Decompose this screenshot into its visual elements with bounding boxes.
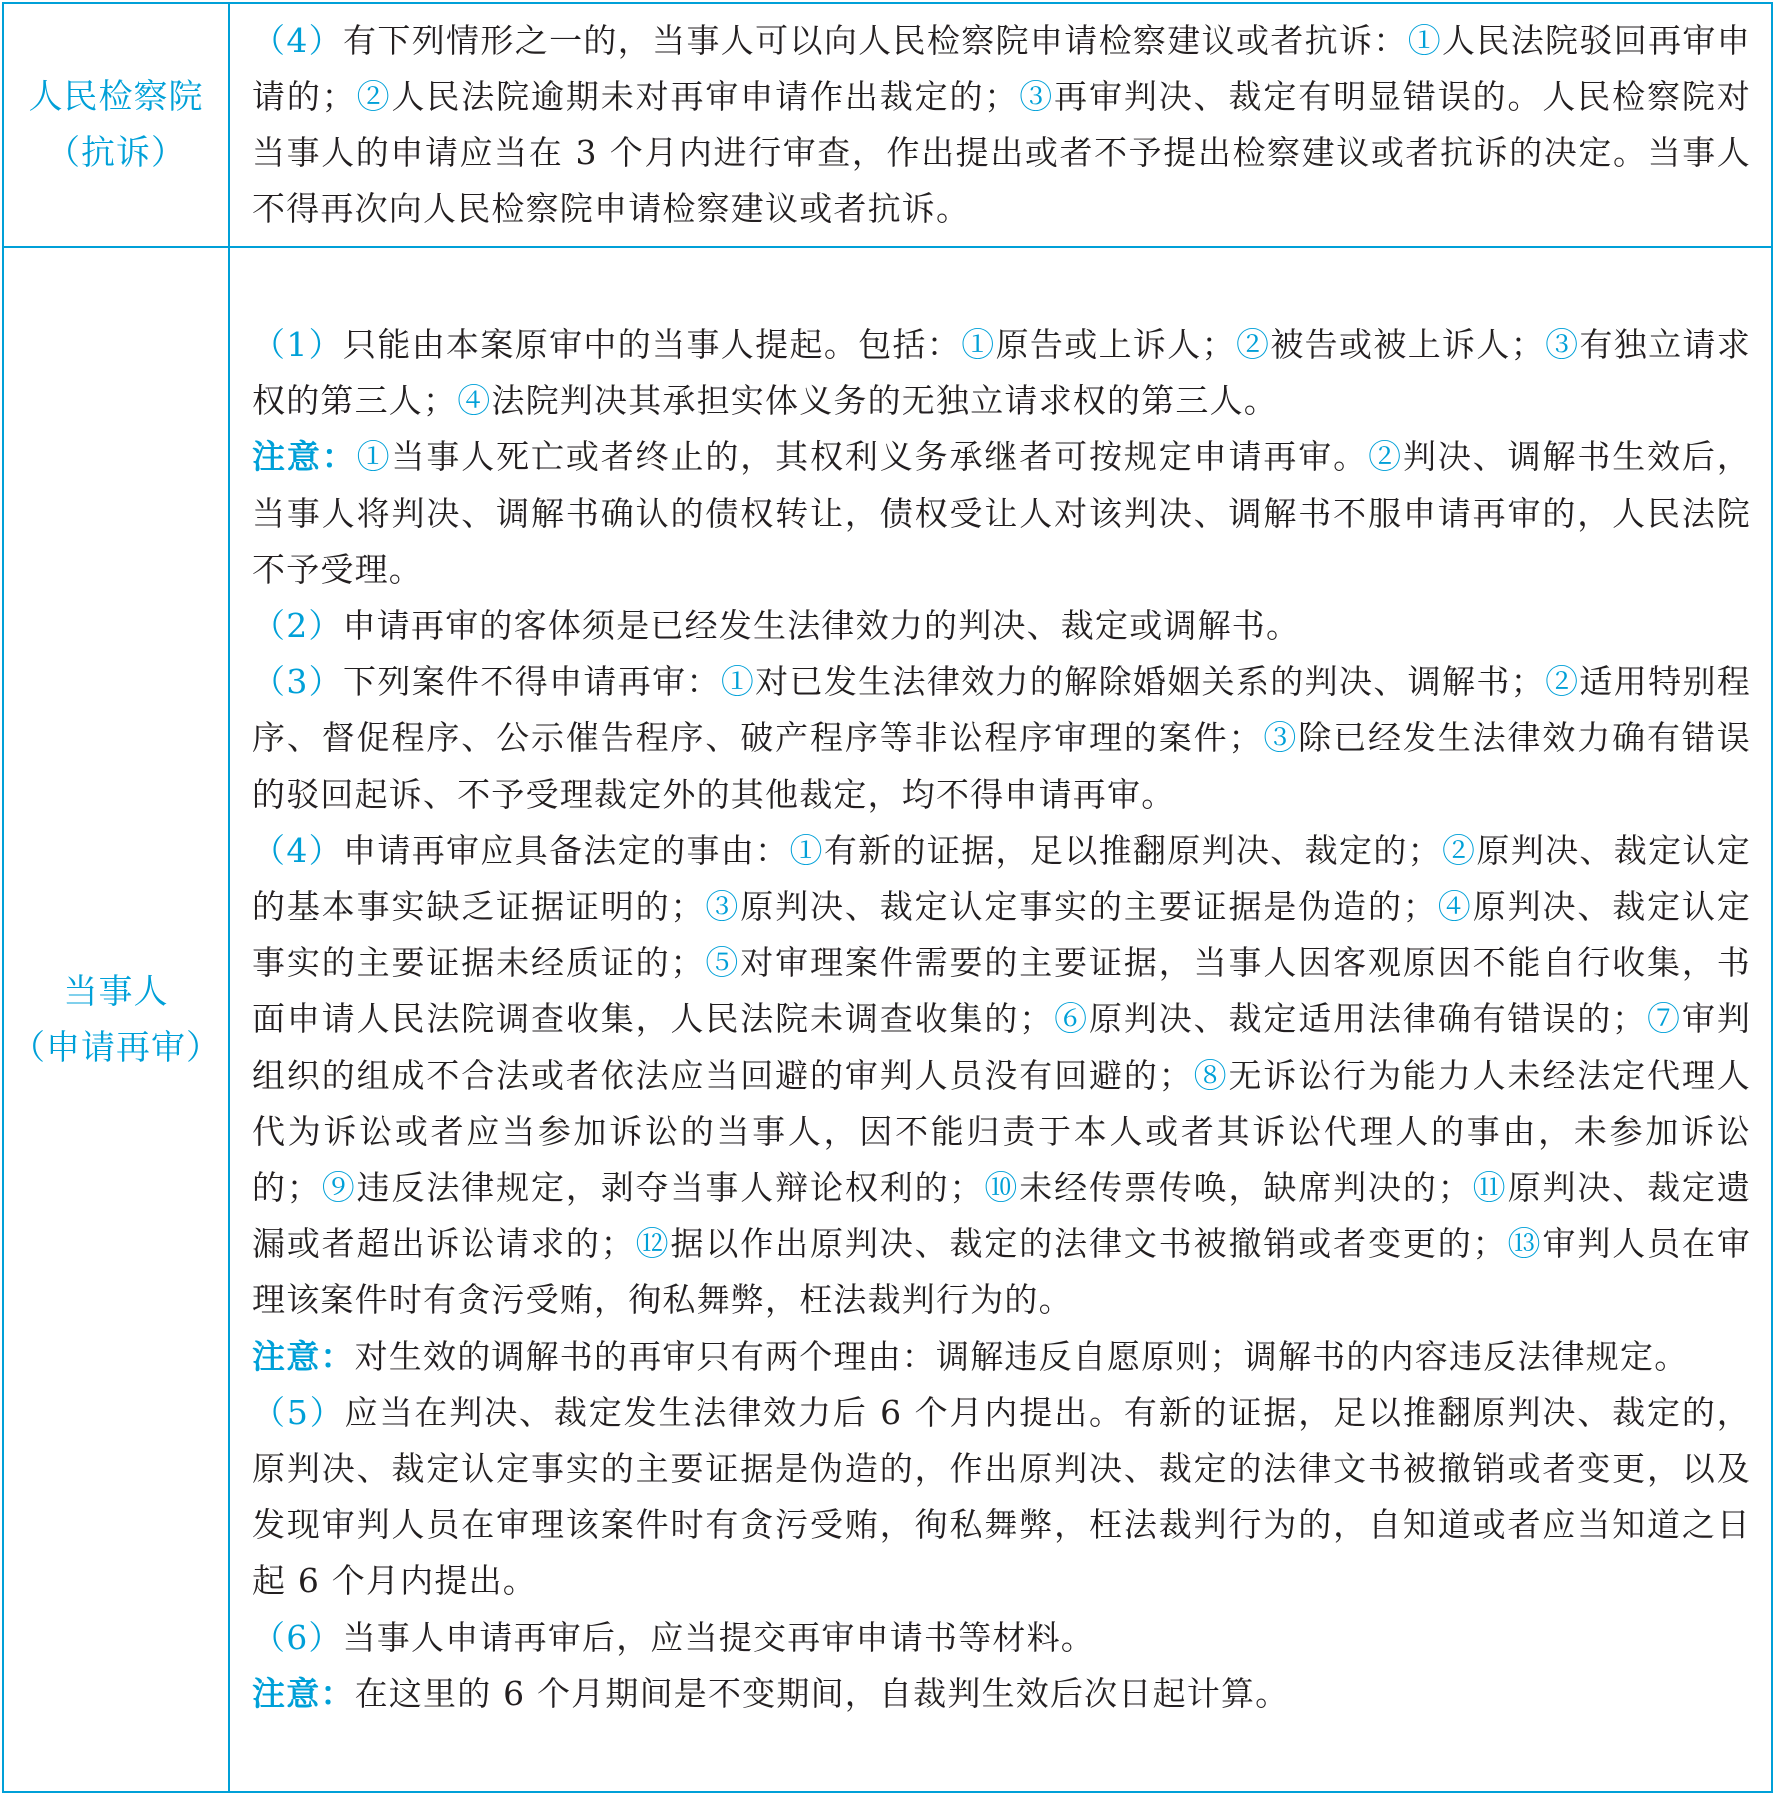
circled-number: ②	[1544, 662, 1580, 702]
text-segment: 原判决、裁定认定的基本事实缺乏证据证明的；	[252, 830, 1751, 926]
text-segment: 判决、调解书生效后，当事人将判决、调解书确认的债权转让，债权受让人对该判决、调解书不服申请再审的，人民法院不予受理。	[252, 437, 1752, 589]
row-label-line2: （申请再审）	[11, 1027, 221, 1068]
circled-number: ①	[961, 324, 996, 364]
row-label-party	[3, 247, 229, 1792]
circled-number: ②	[1441, 830, 1477, 870]
circled-number: ⑤	[704, 943, 741, 983]
circled-number: ④	[457, 381, 492, 421]
text-segment: 当事人死亡或者终止的，其权利义务承继者可按规定申请再审。	[391, 437, 1369, 477]
circled-number: ①	[720, 662, 756, 702]
circled-number: ⑦	[1646, 999, 1682, 1039]
text-segment: 原判决、裁定认定事实的主要证据是伪造的；	[740, 886, 1438, 926]
text-segment: 应当在判决、裁定发生法律效力后 6 个月内提出。有新的证据，足以推翻原判决、裁定的，原判决、裁定认定事实的主要证据是伪造的，作出原判决、裁定的法律文书被撤销或者变更，以及发现审判人员在审理该案件时有贪污受贿，徇私舞弊，枉法裁判行为的，自知道或者应当知道之日起 6 个月内提出。	[252, 1392, 1751, 1601]
circled-number: ③	[1544, 324, 1580, 364]
text-segment: 申请再审的客体须是已经发生法律效力的判决、裁定或调解书。	[342, 605, 1301, 645]
circled-number: ⑩	[983, 1168, 1020, 1207]
table-row-party	[3, 247, 1772, 1792]
item-number: （5）	[252, 1392, 345, 1432]
item-number: （3）	[252, 662, 344, 702]
row-label-line2: （抗诉）	[46, 133, 186, 173]
item-number: （2）	[252, 605, 343, 645]
circled-number: ②	[1235, 324, 1271, 364]
item-paragraph	[252, 317, 1751, 429]
text-segment: 下列案件不得申请再审：	[343, 662, 721, 702]
item-paragraph	[252, 654, 1751, 823]
text-segment: 申请再审应具备法定的事由：	[343, 830, 790, 870]
text-segment: 无诉讼行为能力人未经法定代理人代为诉讼或者应当参加诉讼的当事人，因不能归责于本人或者其诉讼代理人的事由，未参加诉讼的；	[252, 1055, 1752, 1207]
text-segment: 对已发生法律效力的解除婚姻关系的判决、调解书；	[755, 662, 1545, 702]
item-number: （1）	[252, 324, 344, 364]
text-segment: 当事人申请再审后，应当提交再审申请书等材料。	[342, 1617, 1096, 1657]
circled-number: ⑨	[321, 1168, 357, 1207]
text-segment: 人民法院驳回再审申请的；	[252, 20, 1751, 116]
text-segment: 在这里的 6 个月期间是不变期间，自裁判生效后次日起计算。	[354, 1673, 1290, 1713]
item-paragraph	[252, 13, 1751, 238]
circled-number: ①	[356, 437, 392, 477]
text-segment: 只能由本案原审中的当事人提起。包括：	[343, 324, 962, 364]
note-paragraph	[252, 1666, 1751, 1722]
circled-number: ③	[1262, 718, 1299, 758]
text-segment: 原判决、裁定认定事实的主要证据未经质证的；	[252, 886, 1752, 983]
circled-number: ⑧	[1192, 1055, 1229, 1095]
text-segment: 除已经发生法律效力确有错误的驳回起诉、不予受理裁定外的其他裁定，均不得申请再审。	[252, 718, 1751, 814]
circled-number: ⑫	[634, 1224, 671, 1264]
circled-number: ③	[1018, 76, 1055, 116]
text-segment: 对生效的调解书的再审只有两个理由：调解违反自愿原则；调解书的内容违反法律规定。	[354, 1336, 1689, 1376]
item-number: （4）	[252, 830, 344, 870]
text-segment: 有独立请求权的第三人；	[252, 324, 1752, 421]
circled-number: ③	[704, 886, 741, 926]
circled-number: ②	[1368, 437, 1403, 477]
item-paragraph	[252, 1610, 1751, 1666]
text-segment: 有新的证据，足以推翻原判决、裁定的；	[823, 830, 1442, 870]
item-number: （6）	[252, 1617, 343, 1657]
item-paragraph	[252, 1385, 1751, 1610]
note-paragraph	[252, 1329, 1751, 1385]
text-segment: 据以作出原判决、裁定的法律文书被撤销或者变更的；	[670, 1224, 1507, 1264]
row-content-party	[229, 247, 1772, 1792]
note-label: 注意：	[252, 1336, 355, 1376]
text-segment: 适用特别程序、督促程序、公示催告程序、破产程序等非讼程序审理的案件；	[252, 662, 1751, 758]
text-segment: 原判决、裁定适用法律确有错误的；	[1089, 999, 1647, 1039]
circled-number: ⑥	[1053, 999, 1090, 1039]
item-number: （4）	[252, 20, 344, 60]
circled-number: ⑪	[1472, 1168, 1508, 1207]
text-segment: 未经传票传唤，缺席判决的；	[1019, 1168, 1472, 1207]
circled-number: ①	[789, 830, 824, 870]
note-label: 注意：	[252, 437, 357, 477]
text-segment: 再审判决、裁定有明显错误的。人民检察院对当事人的申请应当在 3 个月内进行审查，作出提出或者不予提出检察建议或者抗诉的决定。当事人不得再次向人民检察院申请检察建议或者抗诉。	[252, 76, 1752, 229]
circled-number: ②	[355, 76, 392, 116]
item-paragraph	[252, 598, 1751, 654]
row-label-line1: 人民检察院	[28, 77, 204, 117]
circled-number: ④	[1437, 886, 1473, 926]
row-label-line1: 当事人	[63, 971, 169, 1012]
circled-number: ⑬	[1506, 1224, 1543, 1264]
text-segment: 审判组织的组成不合法或者依法应当回避的审判人员没有回避的；	[252, 999, 1752, 1095]
table-row-procuratorate	[3, 3, 1772, 247]
text-segment: 有下列情形之一的，当事人可以向人民检察院申请检察建议或者抗诉：	[343, 20, 1408, 60]
text-segment: 审判人员在审理该案件时有贪污受贿，徇私舞弊，枉法裁判行为的。	[252, 1224, 1752, 1320]
row-content-procuratorate	[229, 3, 1772, 247]
row-label-procuratorate	[3, 3, 229, 247]
text-segment: 对审理案件需要的主要证据，当事人因客观原因不能自行收集，书面申请人民法院调查收集，人民法院未调查收集的；	[252, 943, 1751, 1039]
circled-number: ①	[1407, 20, 1443, 60]
item-paragraph	[252, 823, 1751, 1329]
text-segment: 人民法院逾期未对再审申请作出裁定的；	[391, 76, 1019, 116]
note-label: 注意：	[252, 1673, 355, 1713]
note-paragraph	[252, 429, 1751, 598]
text-segment: 原告或上诉人；	[995, 324, 1236, 364]
text-segment: 原判决、裁定遗漏或者超出诉讼请求的；	[252, 1168, 1752, 1264]
text-segment: 被告或被上诉人；	[1270, 324, 1545, 364]
text-segment: 法院判决其承担实体义务的无独立请求权的第三人。	[491, 381, 1279, 421]
text-segment: 违反法律规定，剥夺当事人辩论权利的；	[356, 1168, 984, 1207]
procedure-table	[2, 2, 1773, 1793]
